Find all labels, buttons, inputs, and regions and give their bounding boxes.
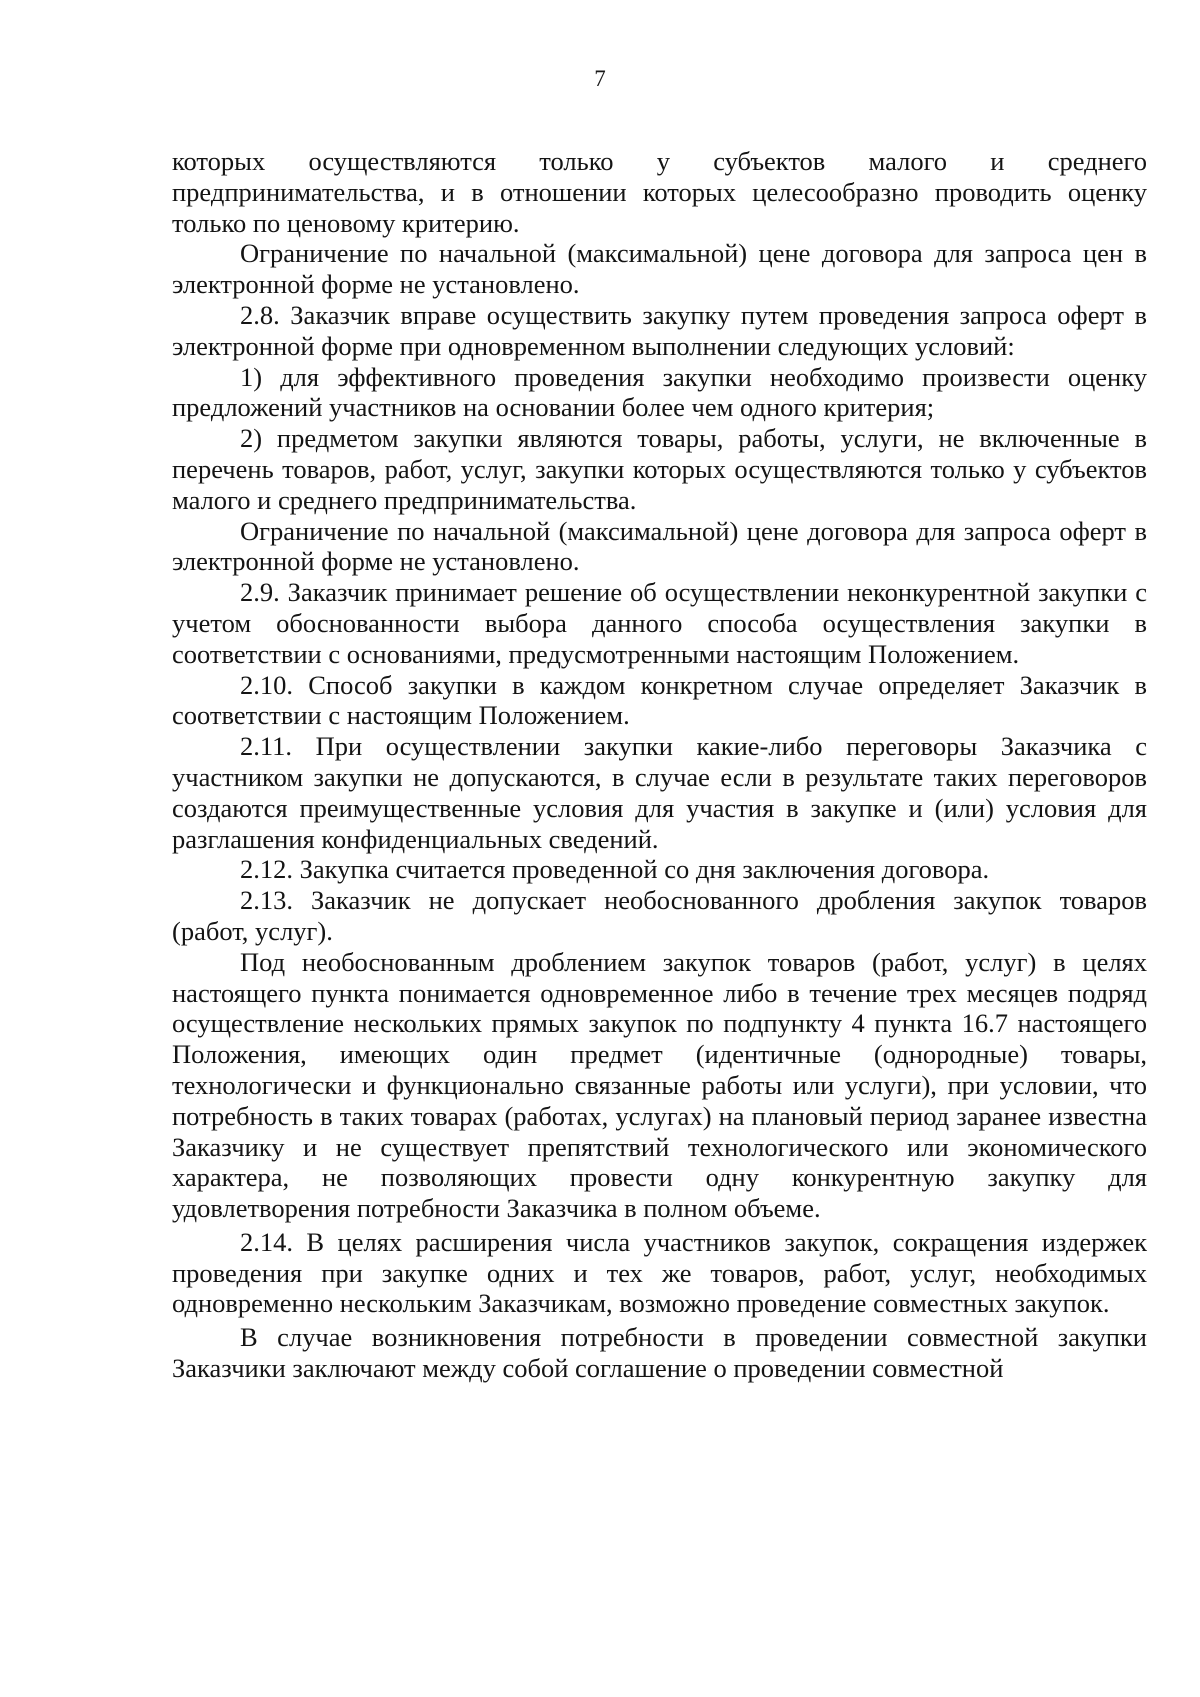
paragraph: В случае возникновения потребности в проведении совместной закупки Заказчики заключают между собой соглашение о проведении совместной (172, 1322, 1147, 1384)
paragraph: 2) предметом закупки являются товары, работы, услуги, не включенные в перечень товаров, работ, услуг, закупки которых осуществляются только у субъектов малого и среднего предпринимательства. (172, 423, 1147, 515)
paragraph: Под необоснованным дроблением закупок товаров (работ, услуг) в целях настоящего пункта понимается одновременное либо в течение трех месяцев подряд осуществление нескольких прямых закупок по подпункту 4 пункта 16.7 настоящего Положения, имеющих один предмет (идентичные (однородные) товары, технологически и функционально связанные работы или услуги), при условии, что потребность в таких товарах (работах, услугах) на плановый период заранее известна Заказчику и не существует препятствий технологического или экономического характера, не позволяющих провести одну конкурентную закупку для удовлетворения потребности Заказчика в полном объеме. (172, 946, 1147, 1224)
paragraph: 2.9. Заказчик принимает решение об осуществлении неконкурентной закупки с учетом обоснованности выбора данного способа осуществления закупки в соответствии с основаниями, предусмотренными настоящим Положением. (172, 577, 1147, 669)
paragraph: 2.8. Заказчик вправе осуществить закупку путем проведения запроса оферт в электронной форме при одновременном выполнении следующих условий: (172, 299, 1147, 361)
paragraph: Ограничение по начальной (максимальной) цене договора для запроса цен в электронной форме не установлено. (172, 238, 1147, 300)
document-body (172, 146, 1147, 1384)
page-number: 7 (594, 66, 606, 91)
paragraph: 1) для эффективного проведения закупки необходимо произвести оценку предложений участников на основании более чем одного критерия; (172, 361, 1147, 423)
paragraph: 2.14. В целях расширения числа участников закупок, сокращения издержек проведения при закупке одних и тех же товаров, работ, услуг, необходимых одновременно нескольким Заказчикам, возможно проведение совместных закупок. (172, 1226, 1147, 1319)
paragraph: 2.11. При осуществлении закупки какие-либо переговоры Заказчика с участником закупки не допускаются, в случае если в результате таких переговоров создаются преимущественные условия для участия в закупке и (или) условия для разглашения конфиденциальных сведений. (172, 731, 1147, 854)
paragraph: 2.13. Заказчик не допускает необоснованного дробления закупок товаров (работ, услуг). (172, 885, 1147, 946)
paragraph: 2.10. Способ закупки в каждом конкретном случае определяет Заказчик в соответствии с настоящим Положением. (172, 669, 1147, 731)
paragraph: которых осуществляются только у субъектов малого и среднего предпринимательства, и в отношении которых целесообразно проводить оценку только по ценовому критерию. (172, 146, 1147, 238)
paragraph: 2.12. Закупка считается проведенной со дня заключения договора. (240, 854, 990, 885)
paragraph: Ограничение по начальной (максимальной) цене договора для запроса оферт в электронной форме не установлено. (172, 515, 1147, 577)
